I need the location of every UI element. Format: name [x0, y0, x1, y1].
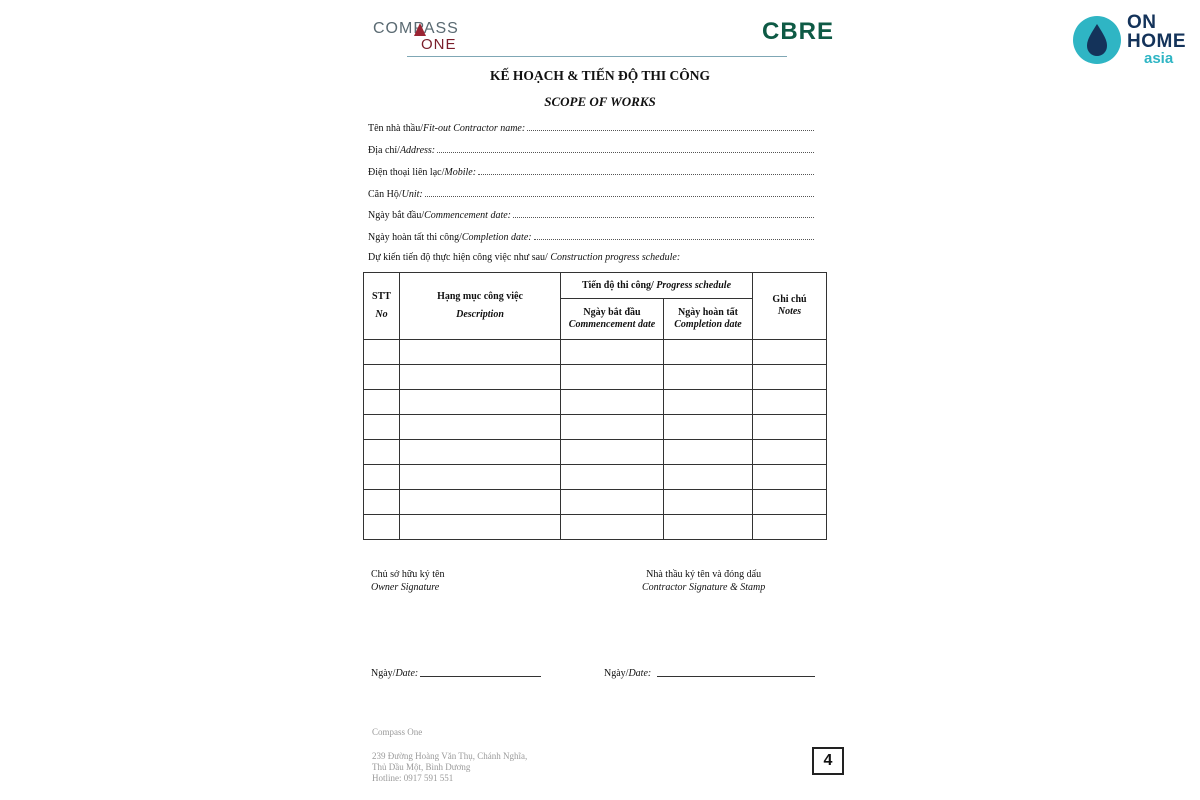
table-cell — [664, 515, 753, 540]
table-cell — [664, 490, 753, 515]
table-cell — [753, 515, 827, 540]
table-cell — [753, 365, 827, 390]
table-cell — [664, 415, 753, 440]
table-cell — [753, 415, 827, 440]
footer-address-line1: 239 Đường Hoàng Văn Thụ, Chánh Nghĩa, — [372, 751, 528, 761]
table-body — [364, 340, 827, 540]
header-progress-vi: Tiến độ thi công/ — [582, 279, 657, 291]
intro-vi: Dự kiến tiến độ thực hiện công việc như sau/ — [368, 252, 551, 263]
compass-logo-line2: ONE — [421, 36, 457, 53]
table-cell — [664, 340, 753, 365]
footer-address-line2: Thủ Dầu Một, Bình Dương — [372, 762, 471, 772]
table-cell — [664, 390, 753, 415]
table-cell — [364, 440, 400, 465]
onhome-drop-icon — [1072, 15, 1122, 65]
field-label-vi: Ngày hoàn tất thi công/ — [368, 232, 462, 243]
field-commencement-date — [368, 207, 814, 221]
header-no-en: No — [375, 309, 388, 320]
field-fill-line — [478, 174, 814, 175]
field-label-en: Unit: — [401, 189, 423, 200]
owner-date-en: Date: — [395, 668, 419, 679]
header-progress — [561, 273, 753, 299]
field-label-vi: Điện thoại liên lạc/ — [368, 167, 445, 178]
owner-signature-vi: Chủ sở hữu ký tên — [371, 569, 445, 580]
field-label-vi: Ngày bắt đầu/ — [368, 210, 425, 221]
field-fill-line — [425, 196, 814, 197]
table-cell — [561, 390, 664, 415]
table-row — [364, 440, 827, 465]
owner-date-vi: Ngày/ — [371, 668, 396, 679]
table-row — [364, 340, 827, 365]
table-cell — [753, 465, 827, 490]
table-cell — [400, 490, 561, 515]
field-fill-line — [513, 217, 814, 218]
field-label-vi: Địa chỉ/ — [368, 145, 400, 156]
contractor-date-vi: Ngày/ — [604, 668, 629, 679]
table-cell — [753, 490, 827, 515]
table-cell — [400, 515, 561, 540]
compass-logo-line1: COMPASS — [373, 20, 459, 37]
contractor-signature-en: Contractor Signature & Stamp — [642, 582, 766, 593]
table-cell — [364, 390, 400, 415]
table-cell — [400, 340, 561, 365]
footer-address — [372, 751, 527, 784]
footer-hotline: Hotline: 0917 591 551 — [372, 773, 454, 783]
table-cell — [561, 365, 664, 390]
header-notes-en: Notes — [777, 306, 802, 317]
field-label-en: Commencement date: — [424, 210, 512, 221]
header-notes-vi: Ghi chú — [772, 294, 807, 305]
table-cell — [664, 440, 753, 465]
header-description — [400, 273, 561, 340]
table-cell — [561, 415, 664, 440]
table-cell — [400, 440, 561, 465]
field-label-en: Address: — [399, 145, 436, 156]
field-completion-date — [368, 229, 814, 243]
table-cell — [364, 365, 400, 390]
table-cell — [753, 390, 827, 415]
table-cell — [561, 340, 664, 365]
table-row — [364, 490, 827, 515]
table-cell — [664, 365, 753, 390]
table-cell — [561, 465, 664, 490]
field-mobile — [368, 164, 814, 178]
contractor-signature-vi: Nhà thầu ký tên và đóng dấu — [646, 569, 762, 580]
owner-signature-en: Owner Signature — [371, 582, 440, 593]
header-completion-en: Completion date — [674, 319, 742, 330]
document-title: KẾ HOẠCH & TIẾN ĐỘ THI CÔNG — [489, 68, 711, 83]
contractor-date-en: Date: — [628, 668, 652, 679]
field-fill-line — [534, 239, 814, 240]
field-contractor-name — [368, 120, 814, 134]
field-label-en: Mobile: — [444, 167, 477, 178]
schedule-intro — [368, 252, 680, 263]
contractor-date-line — [657, 676, 815, 677]
header-divider — [407, 56, 787, 57]
table-row — [364, 390, 827, 415]
table-cell — [753, 440, 827, 465]
header-no — [364, 273, 400, 340]
table-cell — [364, 515, 400, 540]
onhome-logo-line3: asia — [1144, 50, 1174, 67]
contractor-date — [604, 668, 815, 679]
table-cell — [364, 340, 400, 365]
field-label-vi: Căn Hộ/ — [368, 189, 402, 200]
owner-date — [371, 668, 541, 679]
onhome-logo-line1: ON — [1127, 12, 1157, 33]
header-no-vi: STT — [372, 291, 391, 302]
cbre-logo: CBRE — [762, 18, 835, 45]
table-cell — [561, 490, 664, 515]
onhome-asia-logo — [1127, 13, 1186, 66]
field-label-en: Fit-out Contractor name: — [422, 123, 526, 134]
table-row — [364, 415, 827, 440]
field-label-vi: Tên nhà thầu/ — [368, 123, 423, 134]
compass-triangle-icon — [414, 23, 426, 36]
table-cell — [400, 365, 561, 390]
header-progress-en: Progress schedule — [656, 279, 732, 291]
header-notes — [753, 273, 827, 340]
compass-one-logo — [373, 20, 473, 52]
header-description-en: Description — [456, 309, 504, 320]
schedule-table — [363, 272, 827, 540]
onhome-logo-line2: HOME — [1127, 31, 1186, 52]
table-row — [364, 365, 827, 390]
header-description-vi: Hạng mục công việc — [437, 291, 523, 302]
field-address — [368, 142, 814, 156]
table-cell — [400, 415, 561, 440]
table-cell — [364, 415, 400, 440]
table-cell — [561, 515, 664, 540]
table-row — [364, 515, 827, 540]
document-subtitle: SCOPE OF WORKS — [544, 94, 656, 109]
table-cell — [364, 465, 400, 490]
owner-signature — [371, 568, 445, 594]
field-unit — [368, 186, 814, 200]
contractor-signature — [642, 568, 765, 594]
table-cell — [364, 490, 400, 515]
field-fill-line — [527, 130, 814, 131]
field-fill-line — [437, 152, 814, 153]
table-cell — [753, 340, 827, 365]
table-row — [364, 465, 827, 490]
page-number: 4 — [812, 747, 844, 775]
header-commencement — [561, 299, 664, 340]
footer-company: Compass One — [372, 727, 423, 737]
header-completion — [664, 299, 753, 340]
header-commencement-en: Commencement date — [568, 319, 656, 330]
table-header-row — [364, 273, 827, 299]
owner-date-line — [420, 676, 541, 677]
table-cell — [561, 440, 664, 465]
table-cell — [400, 390, 561, 415]
header-commencement-vi: Ngày bắt đầu — [583, 307, 641, 318]
field-label-en: Completion date: — [461, 232, 532, 243]
intro-en: Construction progress schedule: — [550, 252, 681, 263]
table-cell — [664, 465, 753, 490]
header-completion-vi: Ngày hoàn tất — [678, 307, 739, 318]
table-cell — [400, 465, 561, 490]
